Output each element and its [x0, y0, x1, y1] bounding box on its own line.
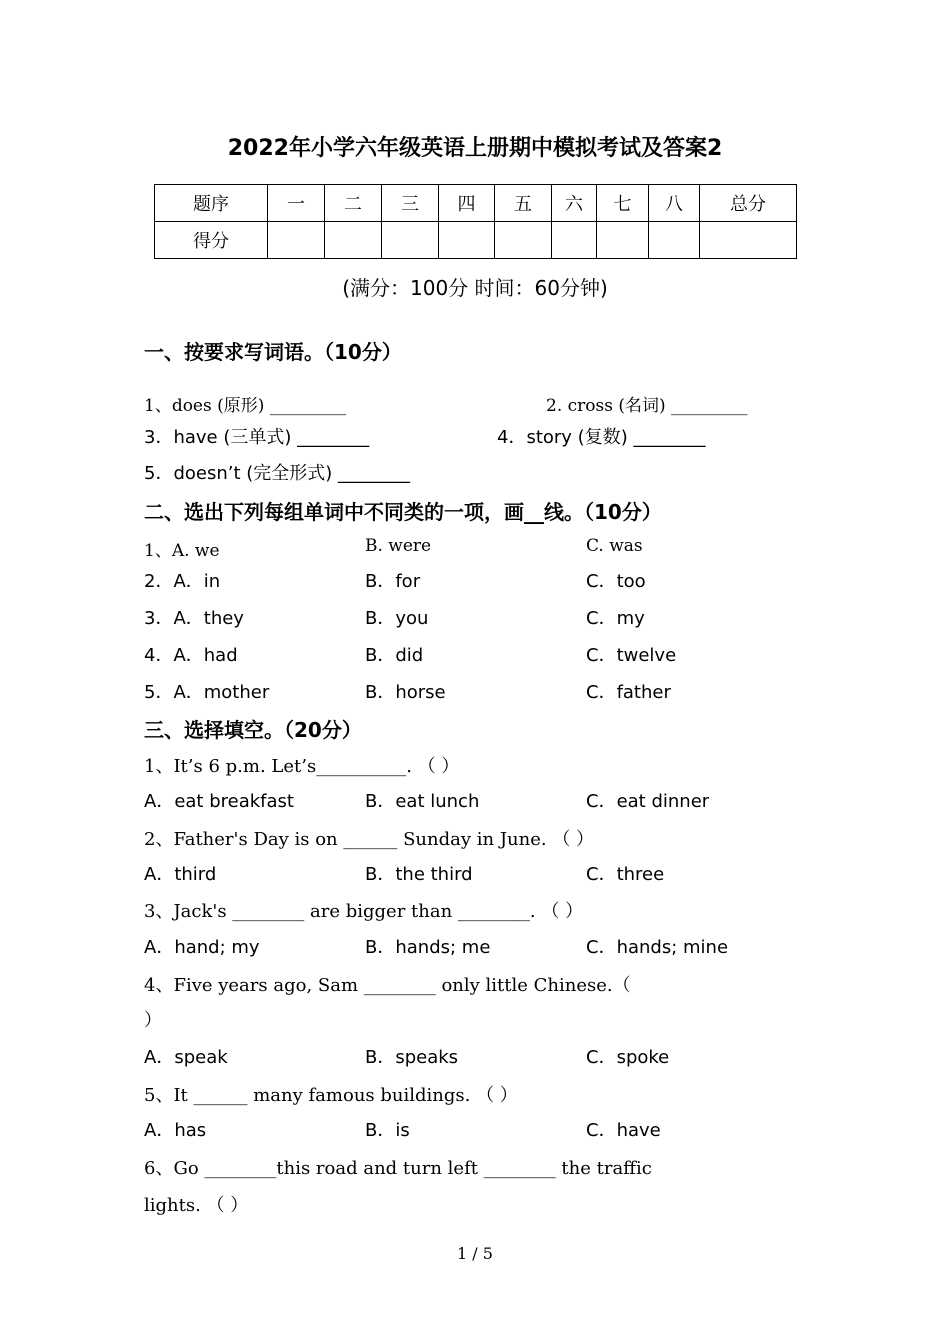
- q3-option-c: C．hands; mine: [586, 937, 729, 958]
- page-number: 1 / 5: [457, 1244, 493, 1263]
- s2-row-4-b: B．did: [365, 645, 424, 666]
- q5-option-c: C．have: [586, 1120, 661, 1141]
- score-time-note: (满分：100分 时间：60分钟): [342, 276, 608, 300]
- score-header-cell: 二: [325, 185, 382, 222]
- score-header-cell: 八: [649, 185, 700, 222]
- q4-option-b: B．speaks: [365, 1047, 459, 1068]
- s1-item-4: 4．story (复数) ________: [497, 427, 706, 448]
- score-header-cell: 六: [552, 185, 597, 222]
- s2-row-3-b: B．you: [365, 608, 429, 629]
- s2-row-1-a: 1、A. we: [144, 541, 220, 561]
- s2-row-5-a: 5．A．mother: [144, 682, 270, 703]
- score-cell[interactable]: [382, 222, 439, 259]
- q5-stem: 5、It ______ many famous buildings. （ ）: [144, 1085, 518, 1106]
- score-cell[interactable]: [325, 222, 382, 259]
- q4-option-a: A．speak: [144, 1047, 228, 1068]
- page-title: 2022年小学六年级英语上册期中模拟考试及答案2: [227, 136, 723, 161]
- q5-option-a: A．has: [144, 1120, 207, 1141]
- section-3-heading: 三、选择填空。（20分）: [144, 718, 362, 742]
- score-cell[interactable]: [552, 222, 597, 259]
- s2-row-5-c: C．father: [586, 682, 671, 703]
- q2-option-b: B．the third: [365, 864, 473, 885]
- s2-row-2-a: 2．A．in: [144, 571, 221, 592]
- q1-stem: 1、It’s 6 p.m. Let’s__________. （ ）: [144, 756, 460, 777]
- score-header-cell: 题序: [155, 185, 268, 222]
- q1-option-b: B．eat lunch: [365, 791, 480, 812]
- s1-item-1: 1、does (原形) _________: [144, 396, 347, 416]
- score-header-cell: 四: [439, 185, 495, 222]
- q6-stem-continued: lights. （ ）: [144, 1195, 249, 1216]
- q2-stem: 2、Father's Day is on ______ Sunday in June. （ ）: [144, 829, 595, 850]
- q2-option-c: C．three: [586, 864, 665, 885]
- s1-item-5: 5．doesn’t (完全形式) ________: [144, 463, 411, 484]
- score-cell[interactable]: [268, 222, 325, 259]
- section-2-heading: 二、选出下列每组单词中不同类的一项，画__线。（10分）: [144, 500, 662, 524]
- q4-stem: 4、Five years ago, Sam ________ only little Chinese.（: [144, 975, 631, 996]
- q1-option-a: A．eat breakfast: [144, 791, 294, 812]
- q4-stem-continued: ）: [144, 1010, 162, 1031]
- s2-row-2-c: C．too: [586, 571, 646, 592]
- s1-item-2: 2. cross (名词) _________: [546, 396, 748, 416]
- score-header-cell: 一: [268, 185, 325, 222]
- s2-row-5-b: B．horse: [365, 682, 446, 703]
- q2-option-a: A．third: [144, 864, 217, 885]
- s1-item-3: 3．have (三单式) ________: [144, 427, 370, 448]
- section-1-heading: 一、按要求写词语。（10分）: [144, 340, 402, 364]
- score-header-cell: 七: [597, 185, 649, 222]
- score-cell[interactable]: [649, 222, 700, 259]
- q3-option-b: B．hands; me: [365, 937, 491, 958]
- score-header-cell: 总分: [700, 185, 797, 222]
- s2-row-3-c: C．my: [586, 608, 645, 629]
- score-cell[interactable]: [495, 222, 552, 259]
- score-cell[interactable]: [597, 222, 649, 259]
- s2-row-4-a: 4．A．had: [144, 645, 238, 666]
- s2-row-3-a: 3．A．they: [144, 608, 244, 629]
- q1-option-c: C．eat dinner: [586, 791, 710, 812]
- score-header-cell: 三: [382, 185, 439, 222]
- score-table-header-row: [155, 185, 797, 222]
- s2-row-1-b: B. were: [365, 536, 432, 556]
- score-cell[interactable]: [700, 222, 797, 259]
- s2-row-1-c: C. was: [586, 536, 643, 556]
- score-cell[interactable]: [439, 222, 495, 259]
- q3-option-a: A．hand; my: [144, 937, 260, 958]
- score-row-label: 得分: [155, 222, 268, 259]
- q5-option-b: B．is: [365, 1120, 410, 1141]
- q6-stem: 6、Go ________this road and turn left ________ the traffic: [144, 1158, 652, 1179]
- q3-stem: 3、Jack's ________ are bigger than ________. （ ）: [144, 901, 584, 922]
- s2-row-4-c: C．twelve: [586, 645, 677, 666]
- q4-option-c: C．spoke: [586, 1047, 670, 1068]
- score-table: [154, 184, 797, 259]
- score-header-cell: 五: [495, 185, 552, 222]
- s2-row-2-b: B．for: [365, 571, 421, 592]
- score-table-score-row: [155, 222, 797, 259]
